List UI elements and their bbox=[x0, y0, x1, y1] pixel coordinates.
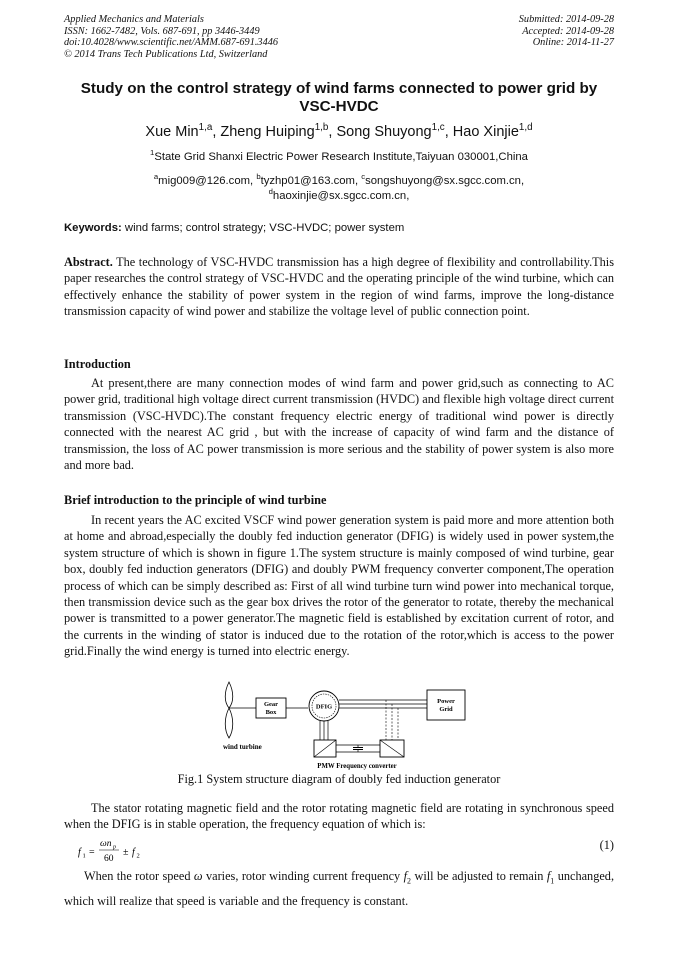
author-sup: 1,c bbox=[431, 122, 445, 134]
paper-title: Study on the control strategy of wind farms connected to power grid by VSC-HVDC bbox=[80, 80, 598, 115]
affiliation-text: State Grid Shanxi Electric Power Research Institute,Taiyuan 030001,China bbox=[154, 151, 528, 163]
stator-paragraph bbox=[64, 800, 614, 833]
email-link[interactable]: mig009@126.com, bbox=[158, 175, 257, 187]
affiliation-sup: 1 bbox=[150, 148, 155, 158]
email-link[interactable]: tyzhp01@163.com, bbox=[260, 175, 362, 187]
svg-text:f: f bbox=[78, 847, 81, 858]
author-sup: 1,d bbox=[518, 122, 533, 134]
author-name: Xue Min bbox=[145, 124, 199, 140]
email-link[interactable]: haoxinjie@sx.sgcc.com.cn, bbox=[272, 190, 410, 202]
f2-sub: 2 bbox=[407, 876, 412, 886]
author-name: Hao Xinjie bbox=[452, 124, 519, 140]
journal-name: Applied Mechanics and Materials bbox=[64, 14, 204, 25]
svg-text:=: = bbox=[89, 847, 95, 858]
dfig-generator bbox=[309, 691, 339, 721]
gear-box-label: Box bbox=[265, 709, 277, 716]
abstract-label: Abstract. bbox=[64, 255, 113, 269]
f2-symbol: f bbox=[403, 869, 408, 883]
rotor-text: When the rotor speed bbox=[84, 869, 194, 883]
rotor-text: will be adjusted to remain bbox=[414, 869, 547, 883]
figure-caption: Fig.1 System structure diagram of doubly fed induction generator bbox=[177, 772, 501, 786]
grid-side-converter bbox=[380, 740, 404, 757]
doi-line: doi:10.4028/www.scientific.net/AMM.687-691.3446 bbox=[64, 37, 279, 49]
section-heading-introduction: Introduction bbox=[64, 357, 131, 371]
copyright-line: © 2014 Trans Tech Publications Ltd, Switzerland bbox=[64, 48, 268, 60]
dfig-system-diagram bbox=[220, 678, 470, 770]
svg-text:±: ± bbox=[123, 847, 129, 858]
stator-text: The stator rotating magnetic field and the rotor rotating magnetic field are rotating in synchronous speed when the DFIG is in stable operation, the frequency equation of which is: bbox=[64, 801, 614, 832]
rotor-text: unchanged, which will realize that speed is variable and the frequency is constant. bbox=[64, 869, 615, 909]
submitted-date: Submitted: 2014-09-28 bbox=[518, 14, 614, 25]
svg-text:2: 2 bbox=[136, 852, 140, 860]
equation-formula bbox=[64, 836, 184, 866]
dfig-label: DFIG bbox=[315, 703, 333, 711]
email-link[interactable]: songshuyong@sx.sgcc.com.cn, bbox=[365, 175, 525, 187]
brief-paragraph bbox=[64, 512, 614, 660]
f1-sub: 1 bbox=[550, 876, 555, 886]
svg-text:f: f bbox=[132, 847, 135, 858]
author-name: Zheng Huiping bbox=[220, 124, 315, 140]
journal-info bbox=[64, 14, 278, 60]
wind-turbine-label: wind turbine bbox=[223, 743, 262, 751]
svg-text:60: 60 bbox=[104, 854, 114, 864]
omega-symbol: ω bbox=[193, 869, 203, 883]
power-grid-label: Grid bbox=[439, 706, 453, 713]
keywords-text: wind farms; control strategy; VSC-HVDC; power system bbox=[121, 222, 405, 234]
svg-text:p: p bbox=[113, 844, 116, 851]
rotor-text: varies, rotor winding current frequency bbox=[205, 869, 404, 883]
frequency-equation bbox=[64, 836, 614, 866]
online-date: Online: 2014-11-27 bbox=[532, 37, 614, 49]
issn-line: ISSN: 1662-7482, Vols. 687-691, pp 3446-3449 bbox=[64, 25, 260, 37]
introduction-text: At present,there are many connection modes of wind farm and power grid,such as connecting to AC power grid, traditional high voltage direct current transmission (HVDC) and flexible high voltage direct current transmission (VSC-HVDC).The constant frequency electric energy of traditional wind power is directly connected with the nearest AC grid , but with the increase of capacity of wind farm and the distance of transmission, the loss of AC power transmission is more serious and the stability of power system is also more and more bad. bbox=[64, 376, 614, 473]
svg-text:1: 1 bbox=[82, 852, 86, 860]
power-grid-block bbox=[427, 690, 465, 720]
introduction-paragraph bbox=[64, 375, 614, 473]
email-sup: a bbox=[153, 172, 159, 182]
dates-info bbox=[519, 14, 614, 49]
email-sup: b bbox=[256, 172, 261, 182]
dc-capacitor bbox=[353, 745, 363, 752]
equation-number: (1) bbox=[599, 838, 614, 852]
rotor-side-converter bbox=[314, 740, 336, 757]
abstract bbox=[64, 254, 614, 320]
converter-label: PMW Frequency converter bbox=[317, 763, 397, 770]
power-grid-label: Power bbox=[437, 698, 455, 705]
author-sup: 1,a bbox=[198, 122, 213, 134]
gear-box-label: Gear bbox=[263, 701, 279, 708]
brief-text: In recent years the AC excited VSCF wind power generation system is paid more and more attention both at home and abroad,especially the doubly fed induction generator (DFIG) is widely used in power system,the system structure of which is shown in figure 1.The system structure is mainly composed of wind turbine, gear box, doubly fed induction generators (DFIG) and doubly PWM frequency converter component,The operation process of which can be simply described as: First of all wind turbine turn wind power into mechanical torque, then transmission device such as the gear box drives the rotor of the generator to rotate, thereby the mechanical power is transmitted to a power generator.The magnetic field is established by excitation current of rotor, and the currents in the winding of stator is induced due to the rotation of the rotor,which is access to the power grid.Finally the wind energy is turned into electric energy. bbox=[64, 513, 614, 659]
keywords bbox=[64, 222, 614, 234]
email-sup: d bbox=[268, 187, 273, 197]
email-list bbox=[64, 174, 614, 204]
author-name: Song Shuyong bbox=[336, 124, 432, 140]
svg-text:ωn: ωn bbox=[100, 839, 112, 849]
author-sup: 1,b bbox=[314, 122, 329, 134]
accepted-date: Accepted: 2014-09-28 bbox=[522, 25, 614, 37]
rotor-paragraph bbox=[64, 866, 614, 911]
abstract-text: The technology of VSC-HVDC transmission has a high degree of flexibility and controllability.This paper researches the control strategy of VSC-HVDC and the operating principle of the wind turbine, which can effectively enhance the stability of power system in the region of wind farms, improve the long-distance transmission capacity of wind power and stabilize the voltage level of public connection point. bbox=[64, 255, 614, 319]
wind-turbine-icon bbox=[225, 682, 256, 738]
section-heading-brief: Brief introduction to the principle of wind turbine bbox=[64, 493, 327, 507]
affiliation bbox=[64, 148, 614, 163]
keywords-label: Keywords: bbox=[64, 222, 122, 234]
f1-symbol: f bbox=[546, 869, 551, 883]
author-list: Xue Min$^{1,a}$, Zheng Huiping$^{1,b}$, Song Shuyong$^{1,c}$, Hao Xinjie$^{1,d}$ bbox=[145, 122, 533, 140]
email-sup: c bbox=[361, 172, 366, 182]
